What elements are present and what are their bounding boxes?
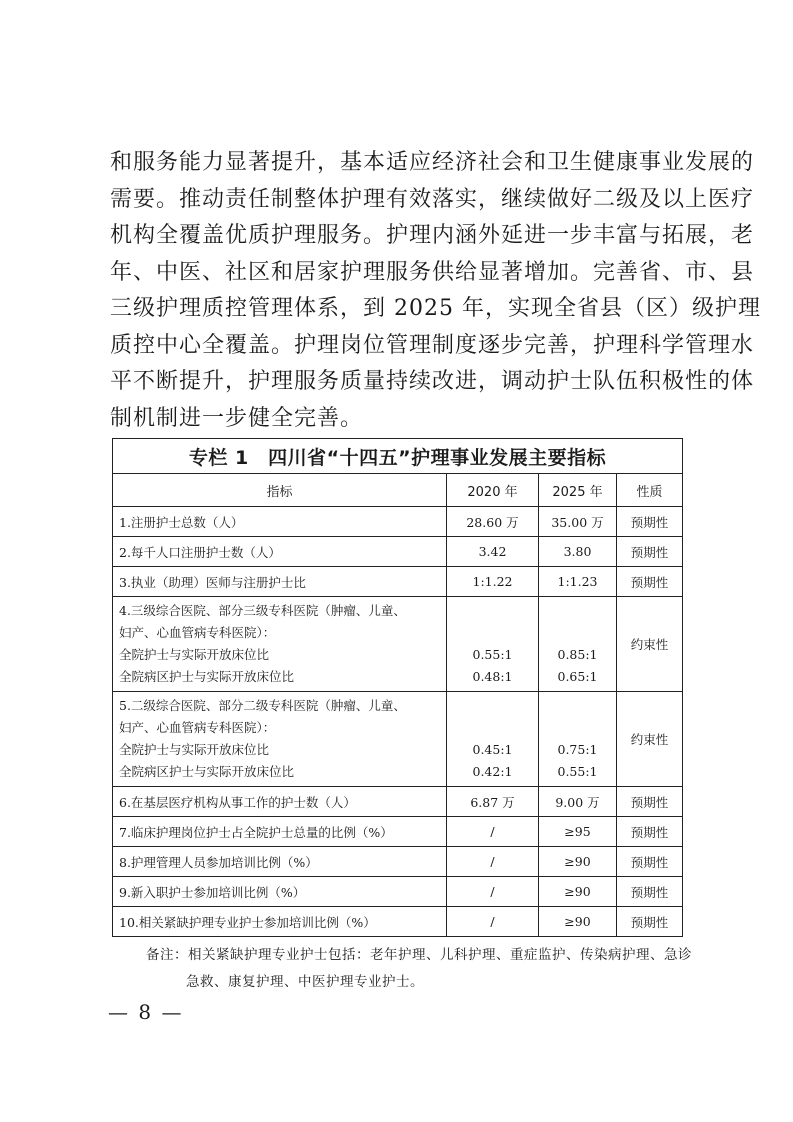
row-2025-value: ≥90 <box>539 847 617 877</box>
indicator-line: 5.二级综合医院、部分二级专科医院（肿瘤、儿童、 <box>119 698 406 713</box>
table-note <box>146 942 706 996</box>
note-line: 备注：相关紧缺护理专业护士包括：老年护理、儿科护理、重症监护、传染病护理、急诊 <box>146 947 692 963</box>
row-2020-value: 28.60 万 <box>447 507 539 537</box>
row-nature: 约束性 <box>617 692 683 787</box>
row-indicator: 6.在基层医疗机构从事工作的护士数（人） <box>113 787 447 817</box>
table-row <box>113 507 683 537</box>
body-paragraph <box>110 145 761 437</box>
row-2025-value: ≥95 <box>539 817 617 847</box>
row-nature: 预期性 <box>617 567 683 597</box>
header-nature: 性质 <box>617 474 683 507</box>
table-row <box>113 597 683 692</box>
row-nature: 预期性 <box>617 847 683 877</box>
row-2020-value <box>447 692 539 787</box>
value-line: 0.42:1 <box>472 764 513 779</box>
row-2020-value <box>447 597 539 692</box>
value-line: 0.55:1 <box>472 647 513 662</box>
paragraph-line: 年、中医、社区和居家护理服务供给显著增加。完善省、市、县 <box>110 259 755 285</box>
row-2020-value: / <box>447 907 539 937</box>
value-line: 0.48:1 <box>472 669 513 684</box>
header-2020: 2020 年 <box>447 474 539 507</box>
table-row <box>113 847 683 877</box>
table-row <box>113 907 683 937</box>
row-nature: 预期性 <box>617 537 683 567</box>
row-indicator: 3.执业（助理）医师与注册护士比 <box>113 567 447 597</box>
indicator-line: 4.三级综合医院、部分三级专科医院（肿瘤、儿童、 <box>119 603 406 618</box>
row-2020-value: / <box>447 877 539 907</box>
paragraph-line: 平不断提升，护理服务质量持续改进，调动护士队伍积极性的体 <box>110 369 755 394</box>
row-2025-value: 3.80 <box>539 537 617 567</box>
header-2025: 2025 年 <box>539 474 617 507</box>
row-2020-value: / <box>447 817 539 847</box>
value-line: 0.55:1 <box>557 764 598 779</box>
note-line: 急救、康复护理、中医护理专业护士。 <box>186 974 424 990</box>
row-indicator <box>113 597 447 692</box>
row-indicator: 9.新入职护士参加培训比例（%） <box>113 877 447 907</box>
table-row <box>113 877 683 907</box>
indicator-line: 全院病区护士与实际开放床位比 <box>119 764 295 779</box>
row-indicator <box>113 692 447 787</box>
row-indicator: 7.临床护理岗位护士占全院护士总量的比例（%） <box>113 817 447 847</box>
paragraph-line: 制机制进一步健全完善。 <box>110 405 364 431</box>
row-indicator: 1.注册护士总数（人） <box>113 507 447 537</box>
value-line: 0.65:1 <box>557 669 598 684</box>
page-number: — 8 — <box>108 1000 184 1024</box>
header-indicator: 指标 <box>113 474 447 507</box>
row-2025-value: ≥90 <box>539 907 617 937</box>
indicator-line: 全院护士与实际开放床位比 <box>119 647 270 662</box>
row-2025-value: 35.00 万 <box>539 507 617 537</box>
row-indicator: 2.每千人口注册护士数（人） <box>113 537 447 567</box>
indicator-line: 妇产、心血管病专科医院）： <box>119 625 276 640</box>
table-row <box>113 817 683 847</box>
table-row <box>113 692 683 787</box>
row-indicator: 8.护理管理人员参加培训比例（%） <box>113 847 447 877</box>
row-nature: 预期性 <box>617 817 683 847</box>
paragraph-line: 需要。推动责任制整体护理有效落实，继续做好二级及以上医疗 <box>110 186 755 212</box>
indicator-line: 全院病区护士与实际开放床位比 <box>119 669 295 684</box>
table-header-row <box>113 474 683 507</box>
paragraph-line: 和服务能力显著提升，基本适应经济社会和卫生健康事业发展的 <box>110 150 755 175</box>
row-nature: 约束性 <box>617 597 683 692</box>
indicator-line: 全院护士与实际开放床位比 <box>119 742 270 757</box>
paragraph-line: 质控中心全覆盖。护理岗位管理制度逐步完善，护理科学管理水 <box>110 332 755 358</box>
table-row <box>113 787 683 817</box>
value-line: 0.45:1 <box>472 742 513 757</box>
row-2025-value <box>539 692 617 787</box>
indicator-line: 妇产、心血管病专科医院）： <box>119 720 276 735</box>
row-nature: 预期性 <box>617 877 683 907</box>
indicator-table-wrapper <box>112 438 682 937</box>
row-2025-value: 9.00 万 <box>539 787 617 817</box>
row-nature: 预期性 <box>617 507 683 537</box>
row-nature: 预期性 <box>617 787 683 817</box>
row-2025-value: 1:1.23 <box>539 567 617 597</box>
row-2025-value: ≥90 <box>539 877 617 907</box>
table-row <box>113 537 683 567</box>
paragraph-line: 机构全覆盖优质护理服务。护理内涵外延进一步丰富与拓展，老 <box>110 223 755 248</box>
indicator-table <box>112 438 683 937</box>
row-2020-value: 3.42 <box>447 537 539 567</box>
row-nature: 预期性 <box>617 907 683 937</box>
row-2020-value: 1:1.22 <box>447 567 539 597</box>
table-caption: 专栏 1 四川省“十四五”护理事业发展主要指标 <box>113 439 683 474</box>
row-2020-value: / <box>447 847 539 877</box>
paragraph-line: 三级护理质控管理体系，到 2025 年，实现全省县（区）级护理 <box>110 296 761 321</box>
row-indicator: 10.相关紧缺护理专业护士参加培训比例（%） <box>113 907 447 937</box>
row-2025-value <box>539 597 617 692</box>
value-line: 0.75:1 <box>557 742 598 757</box>
value-line: 0.85:1 <box>557 647 598 662</box>
table-row <box>113 567 683 597</box>
row-2020-value: 6.87 万 <box>447 787 539 817</box>
